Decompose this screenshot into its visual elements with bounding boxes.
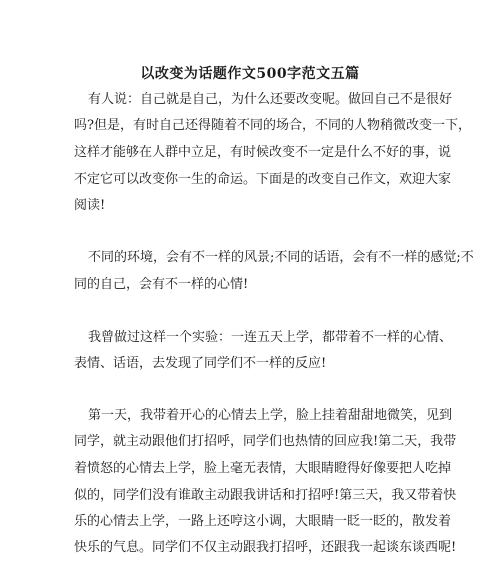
paragraph-4-line-3: 着愤怒的心情去上学，脸上毫无表情，大眼睛瞪得好像要把人吃掉	[74, 461, 452, 476]
paragraph-1-line-5: 阅读!	[74, 198, 106, 213]
paragraph-3-line-2: 表情、话语，去发现了同学们不一样的反应!	[74, 356, 327, 371]
paragraph-1-line-1: 有人说：自己就是自己，为什么还要改变呢。做回自己不是很好	[88, 92, 453, 107]
paragraph-4-line-1: 第一天，我带着开心的心情去上学，脸上挂着甜甜地微笑，见到	[88, 408, 453, 423]
paragraph-2-line-2: 同的自己，会有不一样的心情!	[74, 277, 249, 292]
paragraph-4-line-4: 似的，同学们没有谁敢主动跟我讲话和打招呼!第三天，我又带着快	[74, 488, 457, 503]
paragraph-4-line-2: 同学，就主动跟他们打招呼，同学们也热情的回应我!第二天，我带	[74, 434, 457, 449]
paragraph-1-line-3: 这样才能够在人群中立足，有时候改变不一定是什么不好的事，说	[74, 145, 452, 160]
paragraph-3-line-1: 我曾做过这样一个实验：一连五天上学，都带着不一样的心情、	[88, 330, 453, 345]
paragraph-4-line-5: 乐的心情去上学，一路上还哼这小调，大眼睛一眨一眨的，散发着	[74, 514, 452, 529]
paragraph-2-line-1: 不同的环境，会有不一样的风景;不同的话语，会有不一样的感觉;不	[88, 250, 474, 265]
document-title: 以改变为话题作文500字范文五篇	[140, 66, 360, 82]
paragraph-1-line-2: 吗?但是，有时自己还得随着不同的场合，不同的人物稍微改变一下，	[74, 118, 471, 133]
paragraph-1-line-4: 不定它可以改变你一生的命运。下面是的改变自己作文，欢迎大家	[74, 172, 452, 187]
paragraph-4-line-6: 快乐的气息。同学们不仅主动跟我打招呼，还跟我一起谈东谈西呢!	[74, 540, 457, 555]
